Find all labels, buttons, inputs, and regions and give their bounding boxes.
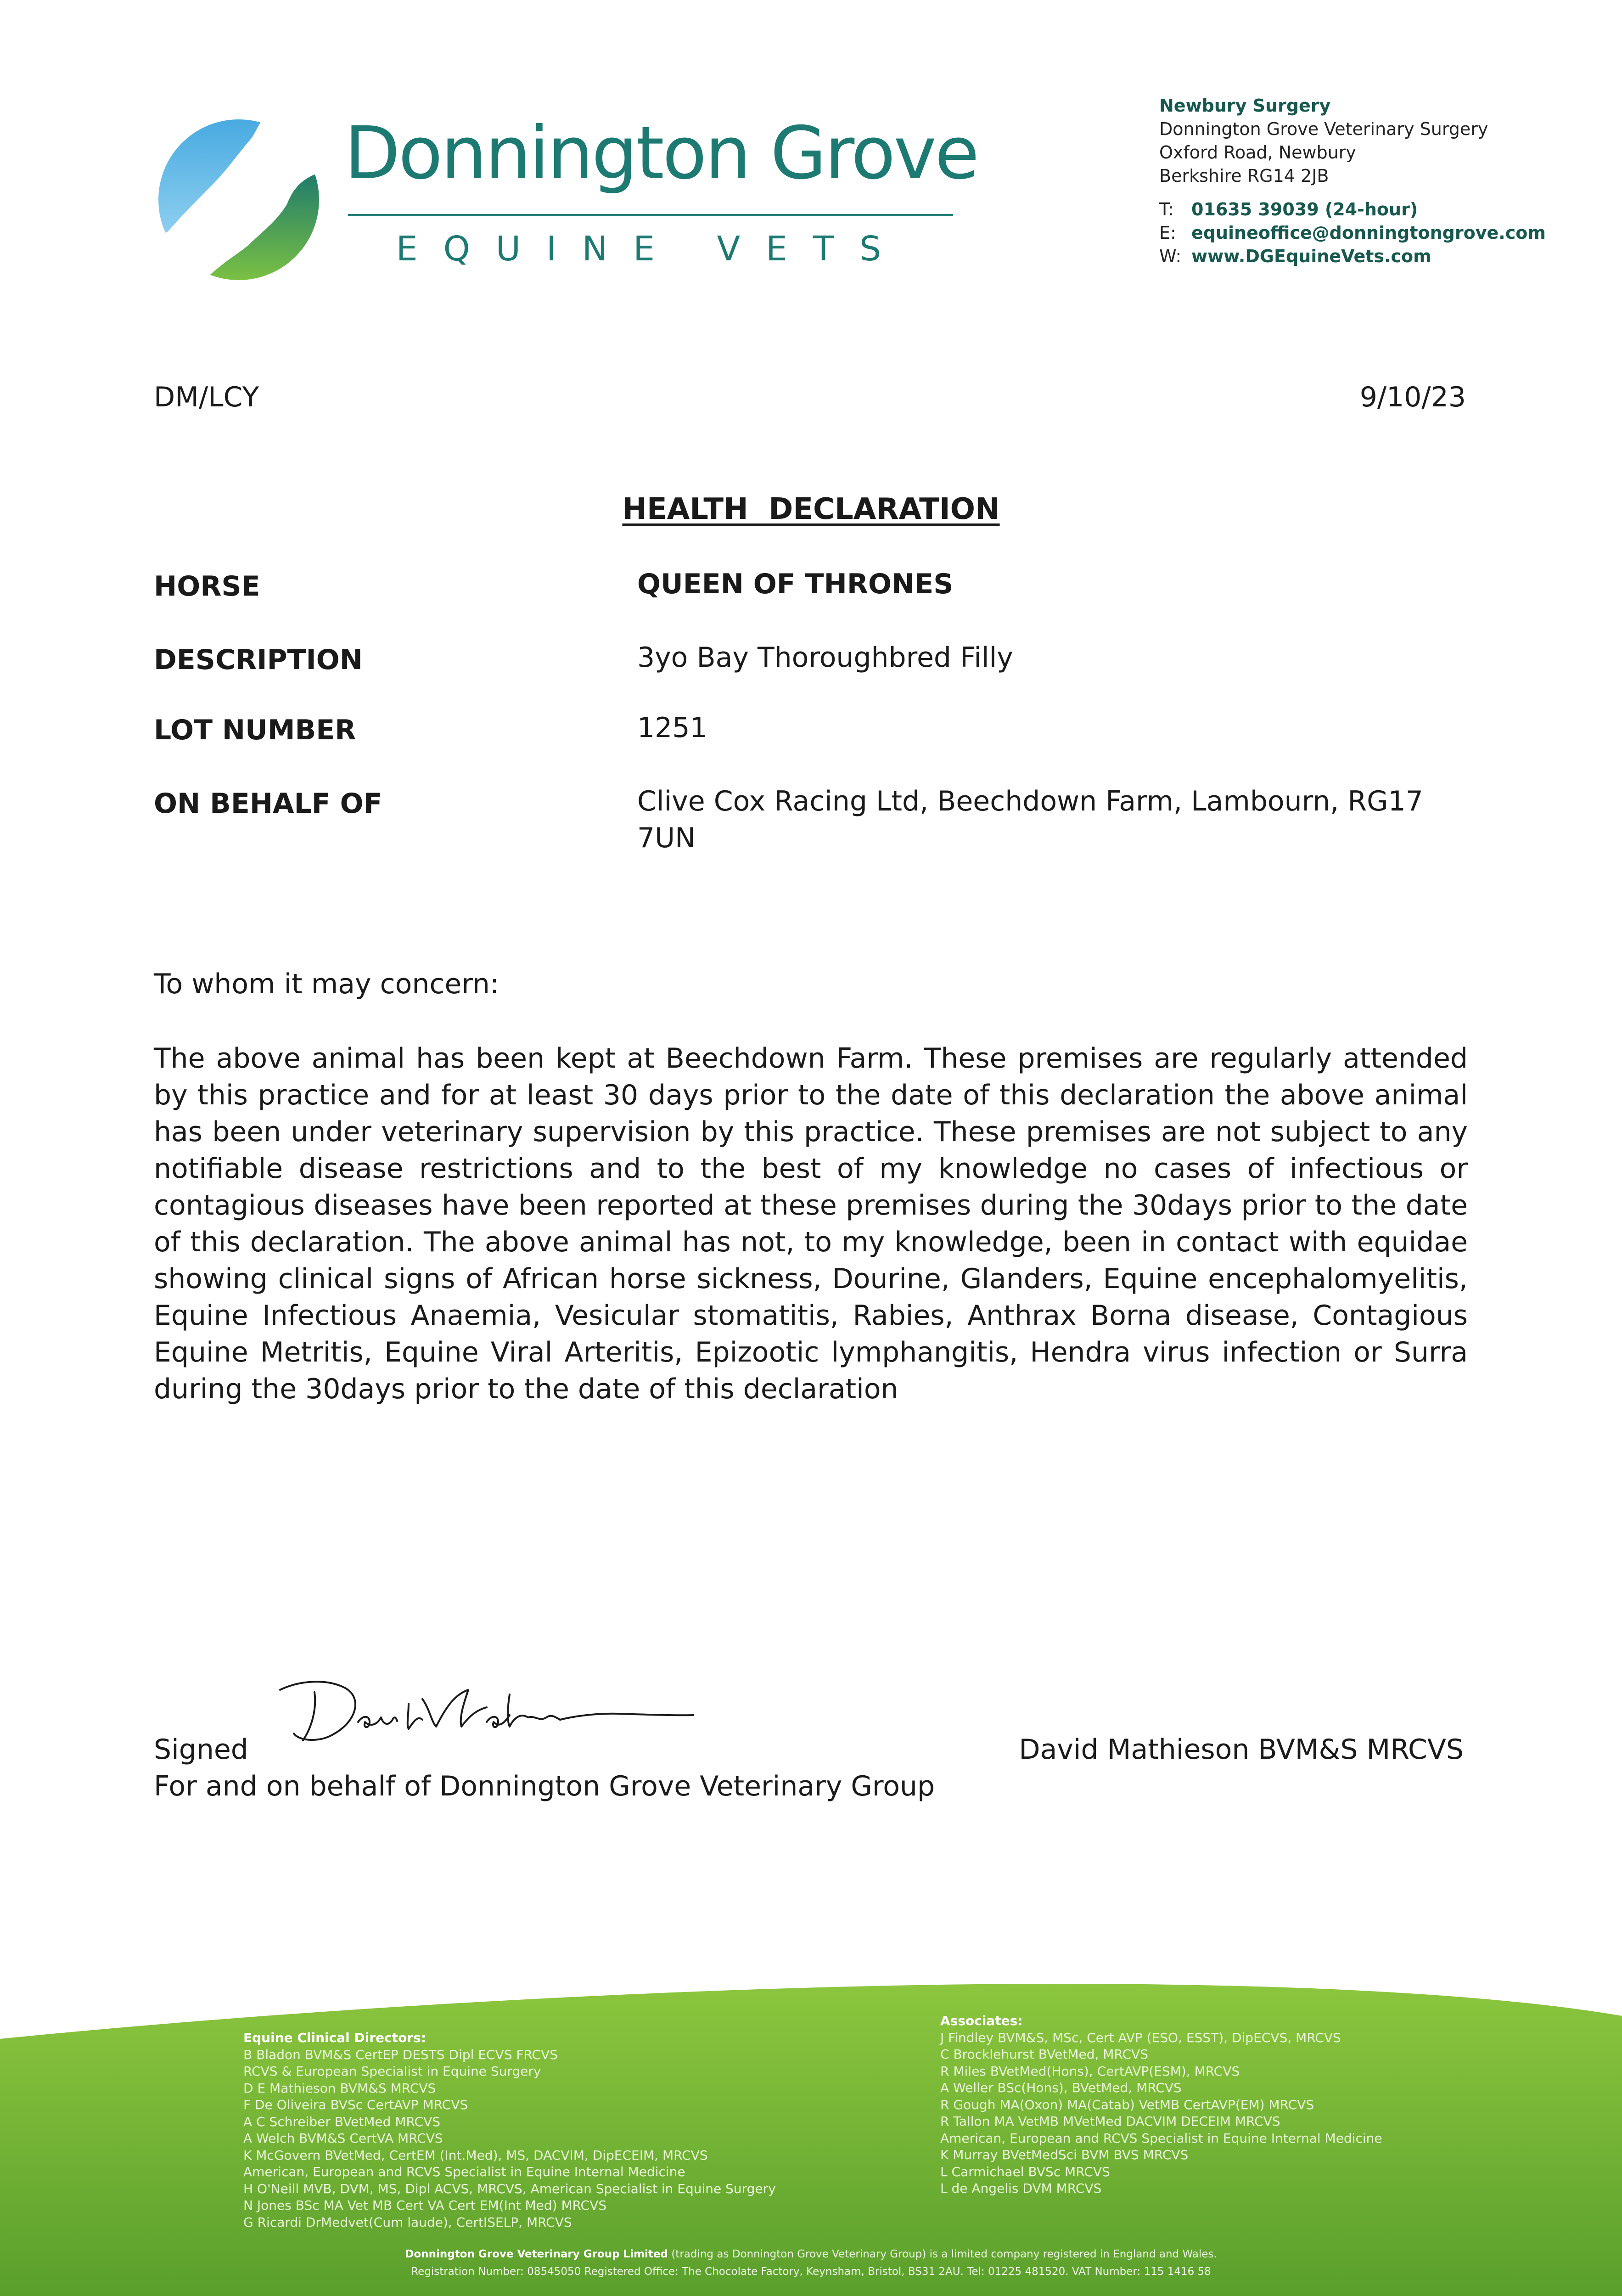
logo-wordmark: Donnington Grove (344, 111, 978, 196)
list-item: N Jones BSc MA Vet MB Cert VA Cert EM(Int Med) MRCVS (243, 2198, 607, 2213)
list-item: H O'Neill MVB, DVM, MS, Dipl ACVS, MRCVS, American Specialist in Equine Surgery (243, 2181, 776, 2196)
list-item: J Findley BVM&S, MSc, Cert AVP (ESO, ESST), DipECVS, MRCVS (940, 2030, 1341, 2045)
web-row (1159, 245, 1546, 268)
list-item: A C Schreiber BVetMed MRCVS (243, 2114, 441, 2129)
list-item: R Miles BVetMed(Hons), CertAVP(ESM), MRCVS (940, 2063, 1240, 2079)
list-item: L de Angelis DVM MRCVS (940, 2181, 1102, 2196)
address-block (1159, 94, 1546, 268)
web-label: W: (1159, 246, 1182, 266)
logo-subtitle: EQUINE VETS (396, 229, 907, 269)
signer-name: David Mathieson BVM&S MRCVS (1019, 1733, 1464, 1766)
associates-title: Associates: (940, 2013, 1023, 2028)
list-item: K Murray BVetMedSci BVM BVS MRCVS (940, 2147, 1189, 2162)
email-row (1159, 221, 1546, 245)
field-value-on-behalf: Clive Cox Racing Ltd, Beechdown Farm, Lambourn, RG17 7UN (637, 785, 1423, 854)
field-value-horse: QUEEN OF THRONES (637, 568, 954, 600)
list-item: L Carmichael BVSc MRCVS (940, 2164, 1110, 2179)
list-item: B Bladon BVM&S CertEP DESTS Dipl ECVS FRCVS (243, 2047, 558, 2062)
letter-date: 9/10/23 (1359, 381, 1466, 413)
list-item: K McGovern BVetMed, CertEM (Int.Med), MS, DACVIM, DipECEIM, MRCVS (243, 2147, 708, 2163)
directors-title: Equine Clinical Directors: (243, 2030, 427, 2045)
address-line: Berkshire RG14 2JB (1159, 166, 1329, 186)
surgery-name: Newbury Surgery (1159, 96, 1331, 116)
field-value-lot-number: 1251 (637, 712, 707, 744)
declaration-body: The above animal has been kept at Beechdown Farm. These premises are regularly attended by this practice and for at least 30 days prior to the date of this declaration the above animal has been under veterinary supervision by this practice. These premises are not subject to any notifiable disease restrictions and to the best of my knowledge no cases of infectious or contagious diseases have been reported at these premises during the 30days prior to the date of this declaration. The above animal has not, to my knowledge, been in contact with equidae showing clinical signs of African horse sickness, Dourine, Glanders, Equine encephalomyelitis, Equine Infectious Anaemia, Vesicular stomatitis, Rabies, Anthrax Borna disease, Contagious Equine Metritis, Equine Viral Arteritis, Epizootic lymphangitis, Hendra virus infection or Surra during the 30days prior to the date of this declaration (154, 1042, 1468, 1405)
email-label: E: (1159, 223, 1176, 243)
phone-row (1159, 198, 1546, 221)
list-item: G Ricardi DrMedvet(Cum laude), CertISELP, MRCVS (243, 2214, 572, 2230)
address-line: Oxford Road, Newbury (1159, 142, 1356, 163)
page-title: HEALTH DECLARATION (622, 492, 1000, 526)
associates-list (940, 2013, 1382, 2197)
list-item: R Tallon MA VetMB MVetMed DACVIM DECEIM MRCVS (940, 2114, 1280, 2129)
legal-line (0, 2245, 1622, 2263)
signed-label: Signed (154, 1733, 248, 1766)
list-item: RCVS & European Specialist in Equine Surgery (243, 2064, 541, 2079)
company-name: Donnington Grove Veterinary Group Limited (405, 2248, 668, 2260)
field-label-horse: HORSE (154, 570, 260, 602)
field-label-lot-number: LOT NUMBER (154, 714, 356, 746)
reference-code: DM/LCY (154, 381, 259, 413)
email-link[interactable]: equineoffice@donningtongrove.com (1191, 223, 1546, 243)
list-item: C Brocklehurst BVetMed, MRCVS (940, 2047, 1148, 2062)
signature-image (271, 1671, 698, 1754)
list-item: A Weller BSc(Hons), BVetMed, MRCVS (940, 2080, 1182, 2095)
legal-text: (trading as Donnington Grove Veterinary Group) is a limited company registered in England and Wales. (668, 2248, 1217, 2260)
list-item: A Welch BVM&S CertVA MRCVS (243, 2131, 443, 2146)
phone-number[interactable]: 01635 39039 (24-hour) (1191, 199, 1418, 219)
greeting: To whom it may concern: (154, 968, 500, 1000)
list-item: D E Mathieson BVM&S MRCVS (243, 2080, 436, 2096)
logo-mark-icon (156, 117, 321, 282)
directors-list (243, 2030, 776, 2231)
list-item: F De Oliveira BVSc CertAVP MRCVS (243, 2097, 468, 2112)
field-value-description: 3yo Bay Thoroughbred Filly (637, 642, 1013, 674)
list-item: American, European and RCVS Specialist in Equine Internal Medicine (940, 2130, 1382, 2146)
legal-line: Registration Number: 08545050 Registered Office: The Chocolate Factory, Keynsham, Bristol, BS31 2AU. Tel: 01225 481520. VAT Number: 115 1416 58 (411, 2266, 1211, 2278)
address-line: Donnington Grove Veterinary Surgery (1159, 119, 1488, 139)
footer-legal (0, 2245, 1622, 2280)
logo-divider (348, 214, 953, 216)
list-item: R Gough MA(Oxon) MA(Catab) VetMB CertAVP(EM) MRCVS (940, 2097, 1314, 2112)
web-link[interactable]: www.DGEquineVets.com (1191, 246, 1431, 266)
phone-label: T: (1159, 199, 1174, 219)
field-label-description: DESCRIPTION (154, 644, 363, 676)
field-label-on-behalf: ON BEHALF OF (154, 788, 382, 820)
on-behalf-line: For and on behalf of Donnington Grove Veterinary Group (154, 1770, 935, 1802)
list-item: American, European and RCVS Specialist in Equine Internal Medicine (243, 2164, 685, 2179)
